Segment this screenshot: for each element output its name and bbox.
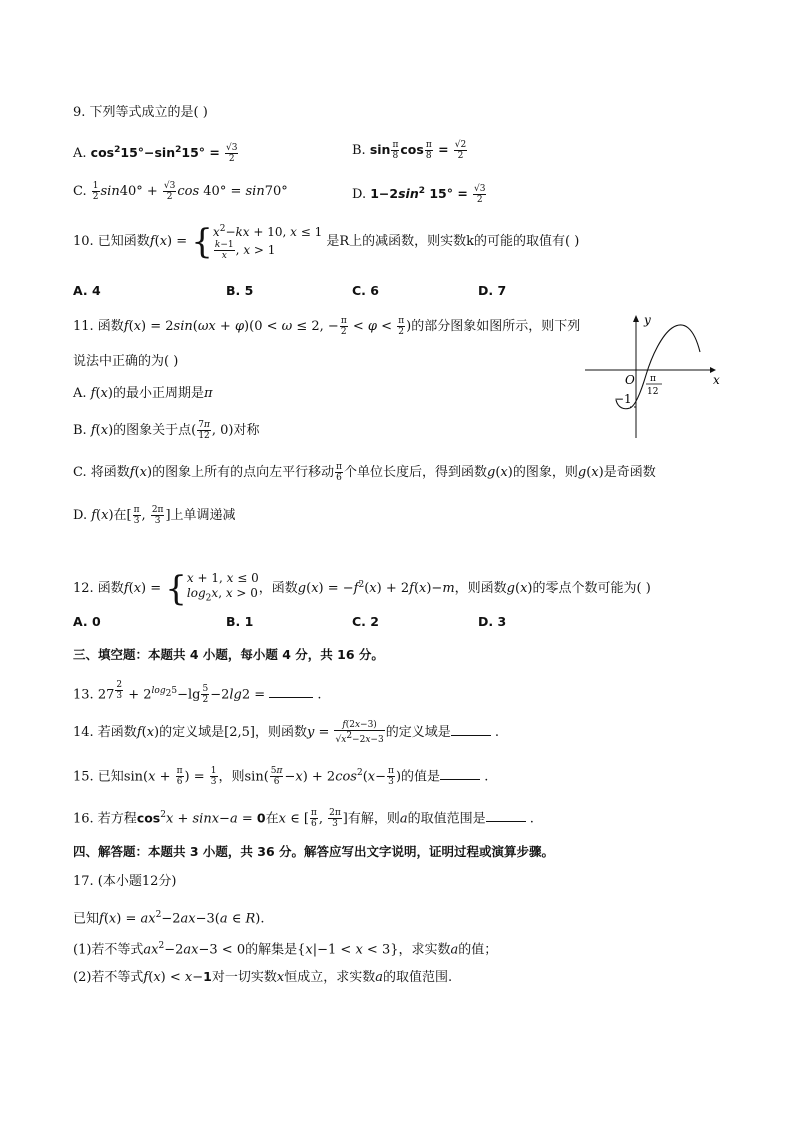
q11-stem: 11. 函数f(x) = 2sin(ωx + φ)(0 < ω ≤ 2, − $\frac{\pi}{2}$ < φ < $\frac{\pi}{2}$ )的部分图象如图所示，则下列 bbox=[73, 316, 581, 337]
q9-option-b: B. sin $\frac{\pi}{8}$ cos $\frac{\pi}{8}$ = $\frac{√2}{2}$ bbox=[352, 140, 467, 161]
q12-option-b: B. 1 bbox=[226, 614, 254, 629]
q10-option-c: C. 6 bbox=[352, 283, 379, 298]
q12-stem: 12. 函数f(x) = { x + 1, x ≤ 0 $\log_2x$, x > 0 ，函数$g(x) = -f^2(x) + 2f(x)-m$，则函数g(x)的零点个数可能为( ) bbox=[73, 568, 651, 609]
q17-title: 17. (本小题12分) bbox=[73, 874, 177, 889]
q9-option-d: D. $1-2\sin^2$ 15° = $\frac{√3}{2}$ bbox=[352, 184, 486, 206]
q13-stem: 13. 27 $^{\frac{2}{3}}$ + $2^{log_25}-\lg$ $\frac{5}{2}$ −2lg2 = . bbox=[73, 680, 322, 706]
q11-function-graph bbox=[580, 310, 755, 440]
y-axis-label: y bbox=[644, 313, 651, 327]
q9-option-c: C. $\frac{1}{2}$ sin40° + $\frac{√3}{2}$ cos 40° = sin70° bbox=[73, 181, 288, 202]
tick-label-denominator: 12 bbox=[647, 387, 659, 397]
q17-part-1: (1)若不等式$ax^2-2ax-3 < 0$的解集是{x|−1 < x < 3}，求实数a的值； bbox=[73, 941, 498, 958]
q10-stem: 10. 已知函数f(x) = { $x^2-kx + 10$, x ≤ 1 $\frac{k-1}{x}$ , x > 1 是R上的减函数，则实数k的可能的取值有( ) bbox=[73, 221, 580, 262]
q10-option-a: A. 4 bbox=[73, 283, 101, 298]
q11-option-c: C. 将函数f(x)的图象上所有的点向左平行移动 $\frac{\pi}{6}$ 个单位长度后，得到函数g(x)的图象，则g(x)是奇函数 bbox=[73, 462, 656, 483]
q14-stem: 14. 若函数f(x)的定义域是[2,5]，则函数y = $\frac{f(2x-3)}{√x^2-2x-3}$ 的定义域是 . bbox=[73, 720, 499, 745]
q11-option-a: A. f(x)的最小正周期是π bbox=[73, 386, 213, 401]
origin-label: O bbox=[625, 373, 635, 387]
q10-option-d: D. 7 bbox=[478, 283, 507, 298]
x-axis-label: x bbox=[713, 373, 720, 387]
q17-part-2: (2)若不等式f(x) < x−1对一切实数x恒成立，求实数a的取值范围. bbox=[73, 969, 453, 985]
q9-option-a: A. $\cos^215^\circ-\sin^215^\circ$ = $\frac{√3}{2}$ bbox=[73, 143, 238, 165]
q11-option-b: B. f(x)的图象关于点( $\frac{7\pi}{12}$ , 0)对称 bbox=[73, 420, 260, 441]
q11-stem-line2: 说法中正确的为( ) bbox=[73, 354, 179, 369]
q15-stem: 15. 已知sin(x + $\frac{\pi}{6}$ ) = $\frac{1}{3}$ ，则sin( $\frac{5\pi}{6}$ $-x) + 2\cos^2(x-$ $\frac{\pi}{3}$ )的值是 . bbox=[73, 766, 489, 788]
q12-option-a: A. 0 bbox=[73, 614, 101, 629]
q17-given: 已知$f(x) = ax^2-2ax-3(a$ ∈ R). bbox=[73, 910, 265, 927]
section-4-heading: 四、解答题：本题共 3 小题，共 36 分。解答应写出文字说明，证明过程或演算步骤。 bbox=[73, 844, 555, 859]
minus-one-label: −1 bbox=[614, 392, 632, 406]
section-3-heading: 三、填空题：本题共 4 小题，每小题 4 分，共 16 分。 bbox=[73, 647, 384, 662]
q10-option-b: B. 5 bbox=[226, 283, 254, 298]
q16-stem: 16. 若方程$\cos^2x + \sin x-a = 0$在x ∈ [ $\frac{\pi}{6}$ , $\frac{2\pi}{3}$ ]有解，则a的取值范围是 . bbox=[73, 808, 534, 830]
q12-option-c: C. 2 bbox=[352, 614, 379, 629]
y-axis-arrow bbox=[633, 315, 639, 322]
tick-label-numerator: π bbox=[650, 374, 656, 384]
q12-option-d: D. 3 bbox=[478, 614, 507, 629]
q9-stem: 9. 下列等式成立的是( ) bbox=[73, 105, 208, 120]
q11-option-d: D. f(x)在[ $\frac{\pi}{3}$ , $\frac{2\pi}{3}$ ]上单调递减 bbox=[73, 505, 236, 526]
